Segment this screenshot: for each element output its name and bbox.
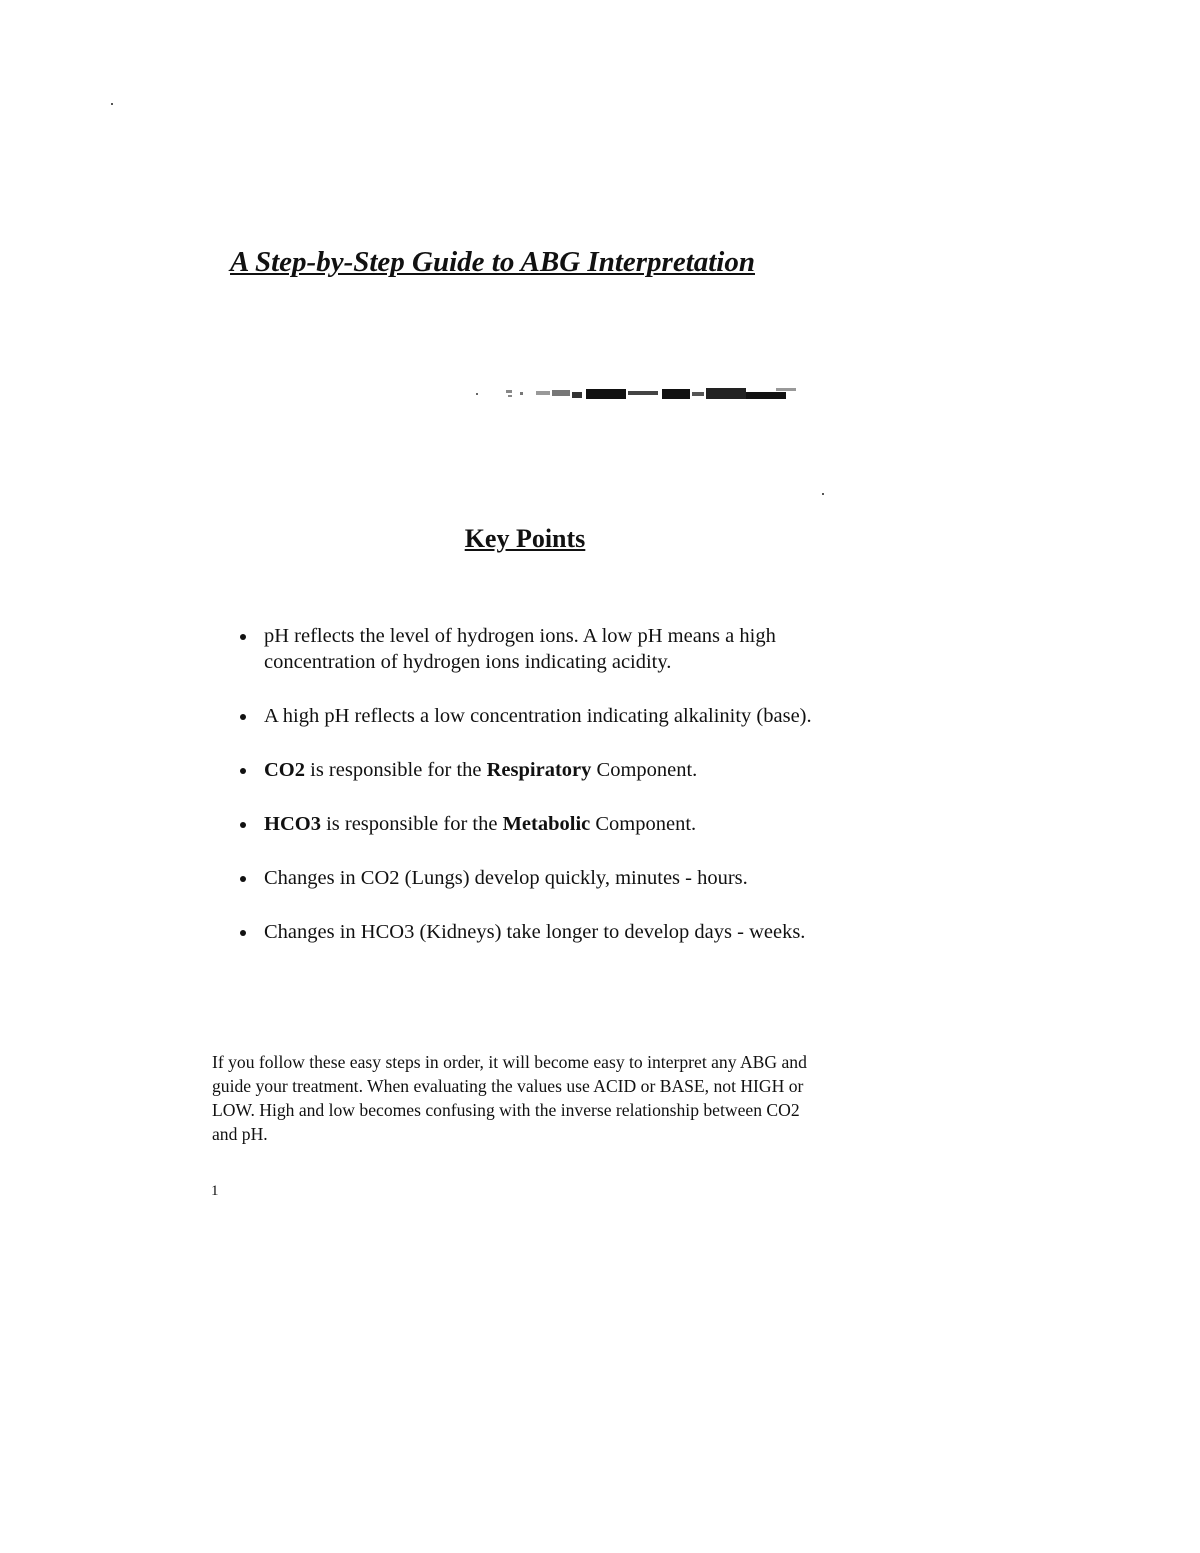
key-point-item — [236, 703, 836, 729]
intro-paragraph: If you follow these easy steps in order, it will become easy to interpret any ABG and guide your treatment. When evaluating the values use ACID or BASE, not HIGH or LOW. High and low becomes confusing with the inverse relationship between CO2 and pH. — [212, 1052, 807, 1144]
key-point-text: pH reflects the level of hydrogen ions. A low pH means a high concentration of hydrogen ions indicating acidity. — [264, 625, 776, 673]
key-point-text: Component. — [590, 813, 697, 835]
document-title: A Step-by-Step Guide to ABG Interpretation — [230, 246, 755, 278]
key-point-text: A high pH reflects a low concentration indicating alkalinity (base). — [264, 705, 812, 727]
key-point-item — [236, 811, 836, 837]
key-point-item — [236, 623, 836, 675]
key-point-bold-text: CO2 — [264, 759, 305, 781]
key-points-heading: Key Points — [464, 524, 586, 553]
key-points-list — [236, 623, 836, 973]
scan-artifact — [476, 386, 798, 402]
key-point-text: is responsible for the — [320, 813, 503, 835]
page-number: 1 — [211, 1183, 219, 1199]
key-point-bold-text: HCO3 — [264, 813, 321, 835]
key-point-item — [236, 865, 836, 891]
scan-speck — [111, 103, 113, 105]
key-point-bold-text: Respiratory — [486, 759, 592, 781]
key-point-text: is responsible for the — [305, 759, 487, 781]
scan-speck — [822, 493, 824, 495]
key-point-text: Changes in CO2 (Lungs) develop quickly, minutes - hours. — [264, 867, 748, 889]
key-point-text: Component. — [591, 759, 698, 781]
key-point-item — [236, 757, 836, 783]
key-point-text: Changes in HCO3 (Kidneys) take longer to develop days - weeks. — [264, 921, 806, 943]
key-point-item — [236, 919, 836, 945]
key-point-bold-text: Metabolic — [502, 813, 591, 835]
